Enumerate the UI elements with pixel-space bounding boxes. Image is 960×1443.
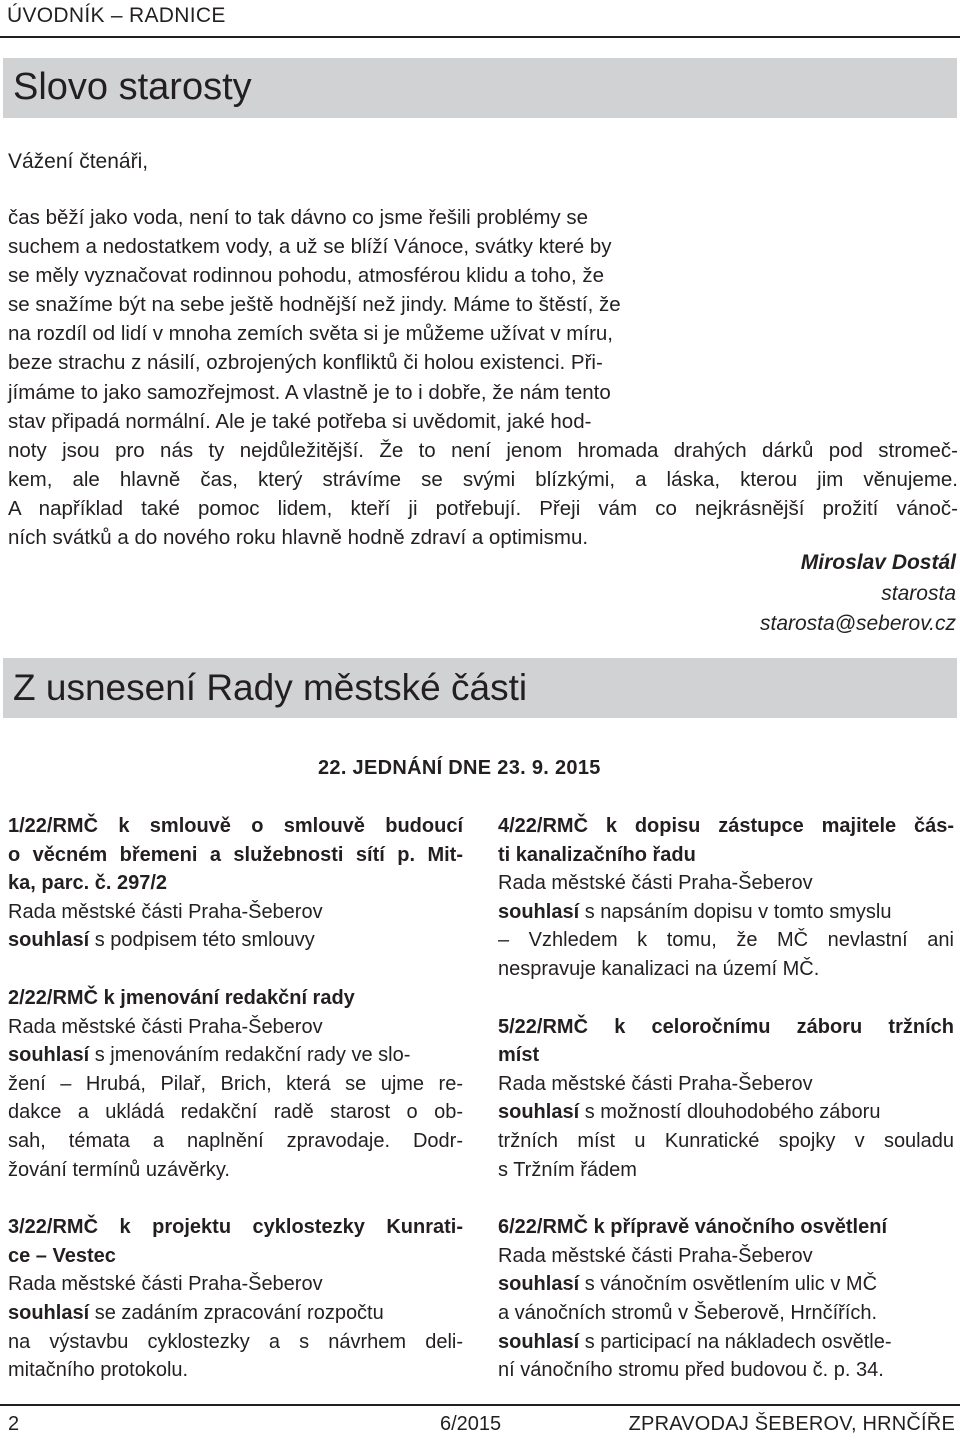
letter-line: kem, ale hlavně čas, který strávíme se svými blízkými, a láska, kterou jim věnujeme.: [8, 467, 958, 491]
issue-number: 6/2015: [440, 1413, 502, 1435]
resolution-item: [8, 1213, 463, 1385]
resolution-text: se zadáním zpracování rozpočtu: [89, 1301, 384, 1324]
resolution-text: s jmenováním redakční rady ve slo-: [89, 1044, 411, 1067]
resolution-text: na výstavbu cyklostezky a s návrhem deli-: [8, 1330, 463, 1353]
resolution-text: tržních míst u Kunratické spojky v souladu: [498, 1129, 954, 1152]
resolution-heading: míst: [498, 1044, 540, 1067]
letter-line: beze strachu z násilí, ozbrojených konfliktů či holou existenci. Při-: [8, 351, 603, 375]
signature-name: Miroslav Dostál: [800, 551, 956, 574]
resolutions-title: Z usnesení Rady městské části: [13, 667, 528, 708]
resolution-text: ní vánočního stromu před budovou č. p. 34.: [498, 1359, 884, 1382]
resolutions-left-column: [8, 812, 463, 1414]
resolution-text: dakce a ukládá redakční radě starost o ob-: [8, 1101, 463, 1124]
letter-line: A například také pomoc lidem, kteří ji potřebují. Přeji vám co nejkrásnější prožití vánoč-: [8, 496, 958, 520]
letter-line: jímáme to jako samozřejmost. A vlastně je to i dobře, že nám tento: [8, 380, 611, 404]
resolution-text: s podpisem této smlouvy: [89, 929, 315, 952]
letter-line: se měly vyznačovat rodinnou pohodu, atmosférou klidu a toho, že: [8, 264, 604, 288]
letter-body: [8, 203, 958, 552]
resolution-item: [8, 812, 463, 955]
resolutions-title-bar: [3, 658, 957, 718]
article-title: Slovo starosty: [13, 66, 252, 108]
resolution-text: žování termínů uzávěrky.: [8, 1158, 230, 1181]
resolution-heading: o věcném břemeni a služebnosti sítí p. Mit-: [8, 843, 463, 866]
resolution-heading: 1/22/RMČ k smlouvě o smlouvě budoucí: [8, 815, 463, 837]
resolution-verb: souhlasí: [8, 1044, 90, 1067]
resolution-verb: souhlasí: [498, 1101, 580, 1124]
signature-role: starosta: [881, 582, 956, 605]
resolution-item: [8, 984, 463, 1184]
resolution-body: Rada městské části Praha-Šeberov: [498, 1244, 813, 1267]
resolution-heading: 4/22/RMČ k dopisu zástupce majitele čás-: [498, 815, 954, 837]
resolution-text: a vánočních stromů v Šeberově, Hrnčířích.: [498, 1301, 878, 1324]
resolution-heading: ti kanalizačního řadu: [498, 843, 696, 866]
resolution-verb: souhlasí: [8, 929, 90, 952]
letter-line: na rozdíl od lidí v mnoha zemích světa si je můžeme užívat v míru,: [8, 322, 613, 346]
resolution-text: s možností dlouhodobého záboru: [579, 1101, 881, 1124]
resolution-body: Rada městské části Praha-Šeberov: [8, 1273, 323, 1296]
letter-line: stav připadá normální. Ale je také potřeba si uvědomit, jaké hod-: [8, 409, 592, 433]
resolution-text: s napsáním dopisu v tomto smyslu: [579, 900, 892, 923]
resolution-text: s participací na nákladech osvětle-: [579, 1330, 892, 1353]
letter-line: čas běží jako voda, není to tak dávno co jsme řešili problémy se: [8, 206, 588, 229]
section-header: ÚVODNÍK – RADNICE: [7, 4, 226, 27]
article-title-bar: [3, 58, 957, 118]
resolution-heading: 6/22/RMČ k přípravě vánočního osvětlení: [498, 1216, 888, 1239]
page-number: 2: [8, 1413, 20, 1435]
resolution-heading: 2/22/RMČ k jmenování redakční rady: [8, 986, 355, 1009]
resolution-text: mitačního protokolu.: [8, 1359, 189, 1382]
meeting-heading: 22. JEDNÁNÍ DNE 23. 9. 2015: [318, 757, 601, 779]
resolution-text: sah, témata a naplnění zpravodaje. Dodr-: [8, 1129, 463, 1152]
header-divider: [0, 36, 960, 38]
resolution-text: – Vzhledem k tomu, že MČ nevlastní ani: [498, 929, 954, 952]
resolution-text: s Tržním řádem: [498, 1158, 637, 1181]
resolution-body: Rada městské části Praha-Šeberov: [498, 872, 813, 895]
resolution-text: s vánočním osvětlením ulic v MČ: [579, 1273, 878, 1296]
resolution-heading: 5/22/RMČ k celoročnímu záboru tržních: [498, 1015, 954, 1038]
resolution-verb: souhlasí: [498, 1273, 580, 1296]
letter-line: suchem a nedostatkem vody, a už se blíží Vánoce, svátky které by: [8, 235, 612, 259]
resolution-item: [498, 1013, 954, 1185]
resolution-heading: 3/22/RMČ k projektu cyklostezky Kunrati-: [8, 1216, 463, 1239]
resolution-heading: ka, parc. č. 297/2: [8, 872, 168, 895]
signature-email[interactable]: starosta@seberov.cz: [759, 612, 956, 635]
resolution-item: [498, 1213, 954, 1385]
resolution-heading: ce – Vestec: [8, 1244, 116, 1267]
footer-divider: [0, 1404, 960, 1406]
publication-name: ZPRAVODAJ ŠEBEROV, HRNČÍŘE: [628, 1413, 955, 1435]
resolution-body: Rada městské části Praha-Šeberov: [498, 1072, 813, 1095]
resolution-text: žení – Hrubá, Pilař, Brich, která se ujme re-: [8, 1072, 463, 1095]
salutation: Vážení čtenáři,: [8, 150, 149, 173]
resolution-body: Rada městské části Praha-Šeberov: [8, 1015, 323, 1038]
letter-line: se snažíme být na sebe ještě hodnější než jindy. Máme to štěstí, že: [8, 293, 621, 317]
resolution-text: nespravuje kanalizaci na území MČ.: [498, 957, 820, 980]
resolution-verb: souhlasí: [498, 1330, 580, 1353]
letter-line: noty jsou pro nás ty nejdůležitější. Že to není jenom hromada drahých dárků pod stromeč-: [8, 438, 958, 462]
resolution-item: [498, 812, 954, 984]
resolution-verb: souhlasí: [498, 900, 580, 923]
resolutions-right-column: [498, 812, 954, 1414]
resolution-verb: souhlasí: [8, 1301, 90, 1324]
letter-line: ních svátků a do nového roku hlavně hodně zdraví a optimismu.: [8, 526, 589, 550]
resolution-body: Rada městské části Praha-Šeberov: [8, 900, 323, 923]
